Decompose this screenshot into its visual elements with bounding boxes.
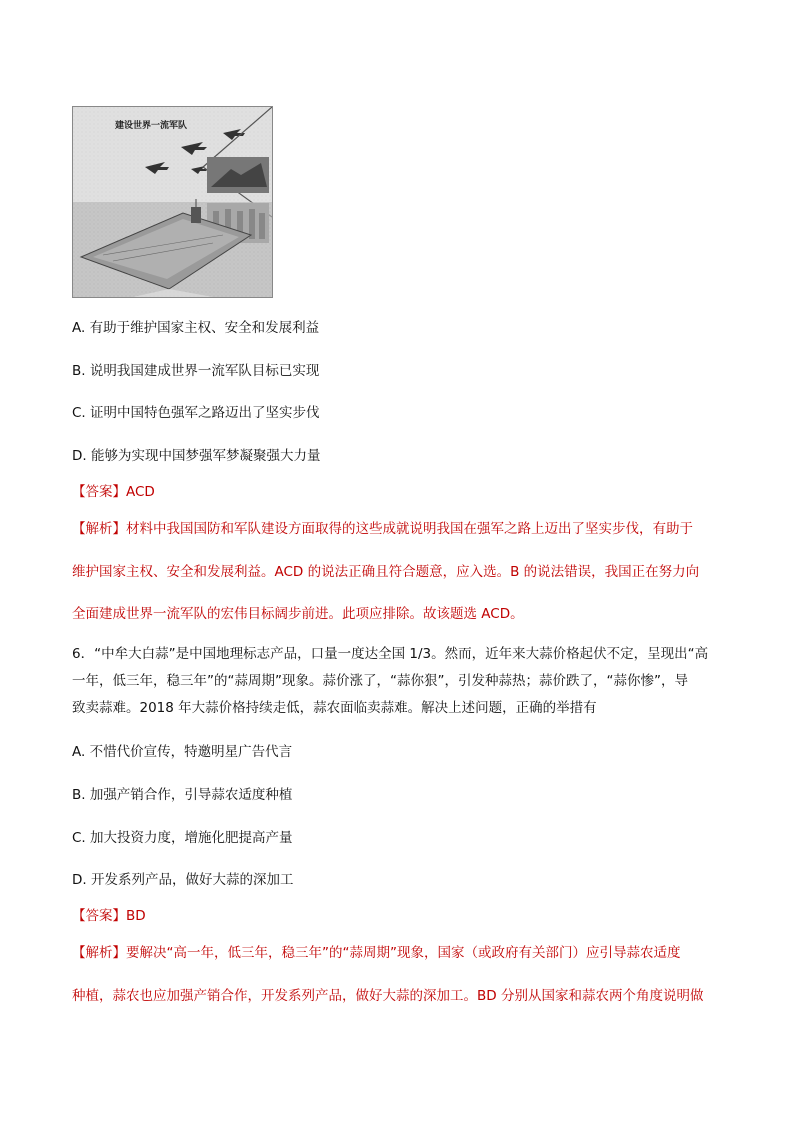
q5-analysis-line-3: 全面建成世界一流军队的宏伟目标阔步前进。此项应排除。故该题选 ACD。 bbox=[72, 606, 524, 622]
q5-option-d: D. 能够为实现中国梦强军梦凝聚强大力量 bbox=[72, 448, 321, 464]
q5-option-a: A. 有助于维护国家主权、安全和发展利益 bbox=[72, 320, 320, 336]
q5-option-c: C. 证明中国特色强军之路迈出了坚实步伐 bbox=[72, 405, 320, 421]
q6-option-b: B. 加强产销合作，引导蒜农适度种植 bbox=[72, 787, 293, 803]
answer-label: 【答案】 bbox=[72, 908, 126, 924]
q6-option-a: A. 不惜代价宣传，特邀明星广告代言 bbox=[72, 744, 293, 760]
military-illustration-image bbox=[72, 106, 273, 298]
q6-option-d: D. 开发系列产品，做好大蒜的深加工 bbox=[72, 872, 294, 888]
q6-option-c: C. 加大投资力度，增施化肥提高产量 bbox=[72, 830, 293, 846]
banner-text: 建设世界一流军队 bbox=[115, 121, 188, 131]
analysis-text: 要解决“高一年，低三年，稳三年”的“蒜周期”现象，国家（或政府有关部门）应引导蒜农适度 bbox=[126, 945, 681, 961]
analysis-label: 【解析】 bbox=[72, 945, 126, 961]
q5-answer bbox=[72, 483, 155, 501]
answer-value: BD bbox=[126, 908, 146, 924]
q6-stem-line-3: 致卖蒜难。2018 年大蒜价格持续走低，蒜农面临卖蒜难。解决上述问题，正确的举措有 bbox=[72, 700, 597, 716]
analysis-label: 【解析】 bbox=[72, 521, 126, 537]
answer-label: 【答案】 bbox=[72, 484, 126, 500]
answer-value: ACD bbox=[126, 484, 155, 500]
q6-analysis-line-2: 种植，蒜农也应加强产销合作，开发系列产品，做好大蒜的深加工。BD 分别从国家和蒜农两个角度说明做 bbox=[72, 988, 704, 1004]
q6-stem-line-2: 一年，低三年，稳三年”的“蒜周期”现象。蒜价涨了，“蒜你狠”，引发种蒜热；蒜价跌了，“蒜你惨”，导 bbox=[72, 673, 688, 689]
q6-stem-line-1: 6．“中牟大白蒜”是中国地理标志产品，口量一度达全国 1/3。然而，近年来大蒜价格起伏不定，呈现出“高 bbox=[72, 646, 709, 662]
q5-analysis-line-2: 维护国家主权、安全和发展利益。ACD 的说法正确且符合题意，应入选。B 的说法错误，我国正在努力向 bbox=[72, 564, 700, 580]
q6-analysis-line-1 bbox=[72, 944, 680, 962]
q6-answer bbox=[72, 907, 146, 925]
q5-analysis-line-1 bbox=[72, 520, 693, 538]
analysis-text: 材料中我国国防和军队建设方面取得的这些成就说明我国在强军之路上迈出了坚实步伐，有助于 bbox=[126, 521, 693, 537]
q5-option-b: B. 说明我国建成世界一流军队目标已实现 bbox=[72, 363, 320, 379]
